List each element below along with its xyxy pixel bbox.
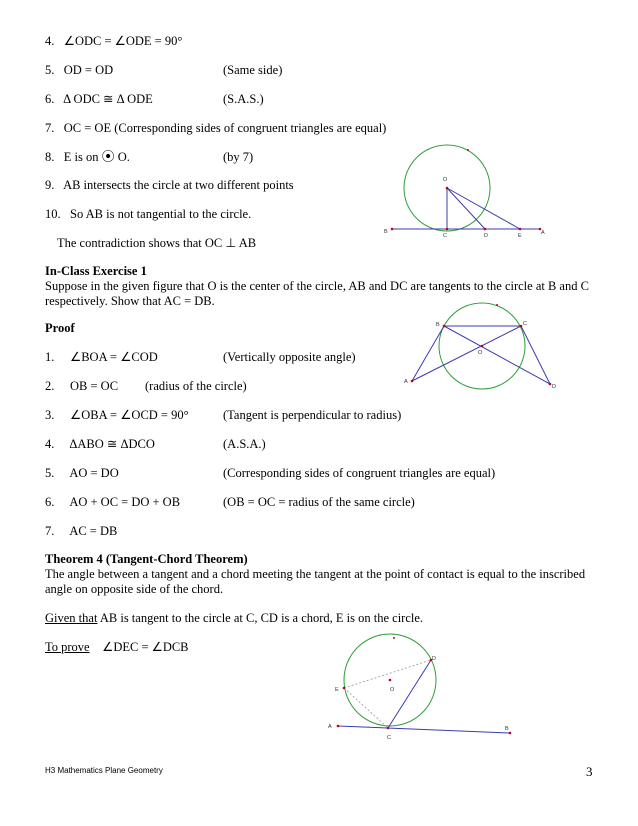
step-10 [45,207,251,222]
theorem-heading: Theorem 4 (Tangent-Chord Theorem) [45,552,248,566]
to-prove-text: ∠DEC = ∠DCB [102,640,189,654]
step-4 [45,34,182,49]
step-text: AB intersects the circle at two different points [63,178,294,192]
step-num: 4. [45,437,55,451]
proof-step-3 [45,408,545,423]
fig1-label-C: C [443,233,447,239]
figure-2-diagram [400,298,560,394]
fig3-label-D: D [432,656,436,662]
fig3-label-E: E [335,687,339,693]
exercise-statement: Suppose in the given figure that O is the center of the circle, AB and DC are tangents to the circle at B and C respectively. Show that AC = DB. [45,279,589,308]
step-reason: (Tangent is perpendicular to radius) [223,408,402,422]
step-num: 5. [45,466,55,480]
fig2-label-D: D [552,384,556,390]
step-text: ∠OBA = ∠OCD = 90° [70,408,189,422]
step-reason: (Corresponding sides of congruent triangles are equal) [223,466,496,480]
step-num: 7. [45,524,55,538]
step-reason: (Vertically opposite angle) [223,350,356,364]
fig1-label-B: B [384,229,388,235]
step-num: 3. [45,408,55,422]
step-text: AO + OC = DO + OB [69,495,181,509]
step-num: 9. [45,178,55,192]
step-text: AO = DO [69,466,119,480]
step-text: ΔABO ≅ ΔDCO [69,437,155,451]
step-num: 4. [45,34,55,48]
step-text: ∠ODC = ∠ODE = 90° [63,34,183,48]
to-prove-label: To prove [45,640,90,654]
step-num: 6. [45,495,55,509]
step-text: AC = DB [69,524,118,538]
step-text: ∠BOA = ∠COD [70,350,158,364]
proof-step-6 [45,495,545,510]
circle-symbol-icon: ⦿ [101,150,115,165]
fig1-label-E: E [518,233,522,239]
step-num: 6. [45,92,55,106]
page-number: 3 [586,764,593,779]
step-6 [45,92,445,107]
fig2-label-A: A [404,379,408,385]
step-num: 1. [45,350,55,364]
fig2-label-C: C [523,321,527,327]
step-text: Δ ODC ≅ Δ ODE [63,92,153,106]
step-num: 5. [45,63,55,77]
proof-step-7 [45,524,117,539]
given-text: AB is tangent to the circle at C, CD is a chord, E is on the circle. [97,611,424,625]
step-reason: (A.S.A.) [223,437,266,451]
proof-step-5 [45,466,565,481]
step-9 [45,178,294,193]
theorem-statement: The angle between a tangent and a chord meeting the tangent at the point of contact is equal to the inscribed angle on opposite side of the chord. [45,567,586,596]
to-prove-line [45,640,189,655]
step-text: OD = OD [63,63,114,77]
given-label: Given that [45,611,98,625]
figure-1-diagram [380,140,560,245]
fig3-label-A: A [328,724,332,730]
step-text-after: O. [114,150,130,164]
step-reason: (Same side) [223,63,283,77]
fig1-label-A: A [541,230,545,236]
step-reason: (S.A.S.) [223,92,264,106]
step-num: 8. [45,150,55,164]
step-text: So AB is not tangential to the circle. [70,207,252,221]
fig1-label-O: O [443,177,448,183]
step-5 [45,63,445,78]
fig2-label-B: B [436,322,440,328]
step-reason: (by 7) [223,150,254,164]
step-num: 10. [45,207,61,221]
step-num: 2. [45,379,55,393]
fig3-label-B: B [505,726,509,732]
fig2-label-O: O [478,350,483,356]
step-text: OC = OE (Corresponding sides of congruent triangles are equal) [63,121,387,135]
fig3-label-O: O [390,687,395,693]
figure-3-diagram [320,630,520,745]
proof-step-4 [45,437,545,452]
step-reason: (OB = OC = radius of the same circle) [223,495,415,509]
contradiction-text: The contradiction shows that OC ⊥ AB [57,236,257,250]
fig1-label-D: D [484,233,488,239]
given-line [45,611,423,626]
proof-heading: Proof [45,321,75,335]
step-7 [45,121,386,136]
step-text: E is on [63,150,99,164]
fig3-label-C: C [387,735,391,741]
footer-title: H3 Mathematics Plane Geometry [45,766,163,775]
step-num: 7. [45,121,55,135]
step-reason: (radius of the circle) [145,379,247,393]
step-text: OB = OC [70,379,119,393]
exercise-heading: In-Class Exercise 1 [45,264,147,278]
